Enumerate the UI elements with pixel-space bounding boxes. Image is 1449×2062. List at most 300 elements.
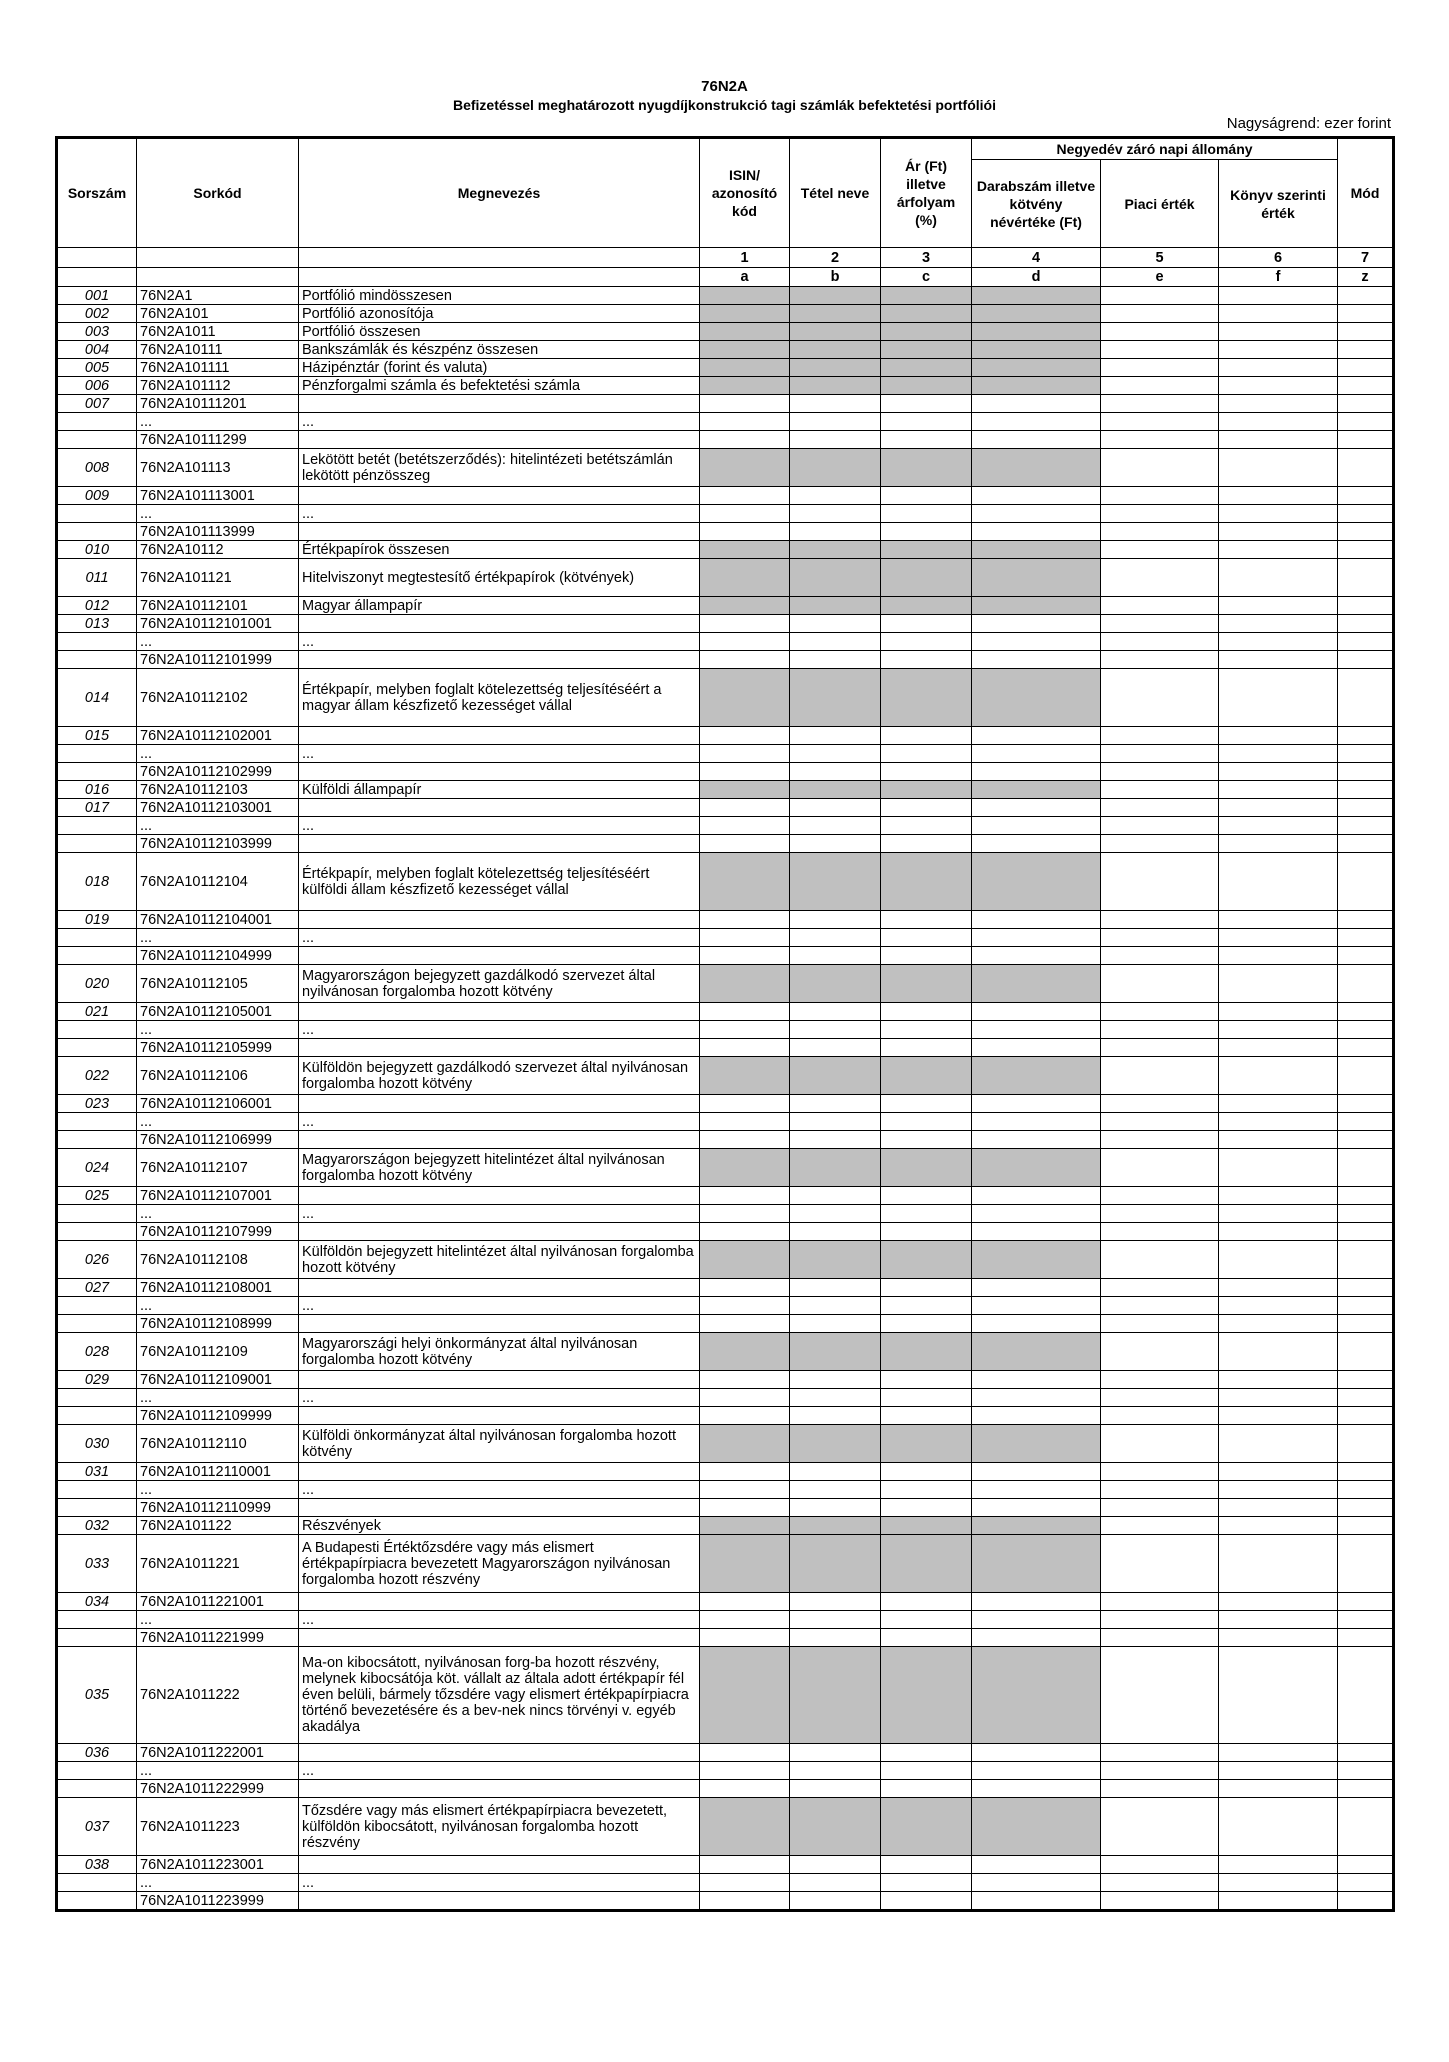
row-code: 76N2A1011221001	[137, 1593, 299, 1611]
row-number: 019	[57, 911, 137, 929]
row-code: ...	[137, 413, 299, 431]
cell-tetel	[790, 1187, 881, 1205]
row-number: 025	[57, 1187, 137, 1205]
cell-isin	[700, 799, 790, 817]
cell-tetel	[790, 947, 881, 965]
cell-piaci	[1101, 1407, 1219, 1425]
row-number	[57, 633, 137, 651]
table-row	[57, 1874, 1394, 1892]
cell-tetel	[790, 633, 881, 651]
cell-mod	[1338, 1279, 1394, 1297]
cell-isin	[700, 727, 790, 745]
cell-piaci	[1101, 597, 1219, 615]
row-number: 003	[57, 323, 137, 341]
form-code: 76N2A	[701, 78, 748, 95]
cell-darab	[972, 1057, 1101, 1095]
table-row	[57, 745, 1394, 763]
row-code: 76N2A10112101	[137, 597, 299, 615]
cell-mod	[1338, 597, 1394, 615]
cell-darab	[972, 1131, 1101, 1149]
row-description	[299, 1744, 700, 1762]
table-body	[57, 287, 1394, 1911]
cell-ar	[881, 341, 972, 359]
cell-mod	[1338, 1187, 1394, 1205]
cell-isin	[700, 1798, 790, 1856]
col-letter: d	[972, 268, 1101, 287]
cell-piaci	[1101, 781, 1219, 799]
cell-piaci	[1101, 1333, 1219, 1371]
row-code: 76N2A10111	[137, 341, 299, 359]
row-code: ...	[137, 1762, 299, 1780]
row-code: 76N2A10112102999	[137, 763, 299, 781]
cell-mod	[1338, 651, 1394, 669]
cell-ar	[881, 669, 972, 727]
cell-ar	[881, 1333, 972, 1371]
cell-isin	[700, 1131, 790, 1149]
cell-isin	[700, 1856, 790, 1874]
cell-ar	[881, 929, 972, 947]
cell-piaci	[1101, 1856, 1219, 1874]
row-description	[299, 727, 700, 745]
cell-darab	[972, 745, 1101, 763]
row-number	[57, 1611, 137, 1629]
cell-mod	[1338, 1039, 1394, 1057]
row-code: 76N2A10112110001	[137, 1463, 299, 1481]
cell-ar	[881, 633, 972, 651]
row-description: ...	[299, 1021, 700, 1039]
cell-isin	[700, 651, 790, 669]
row-description	[299, 835, 700, 853]
cell-mod	[1338, 305, 1394, 323]
cell-isin	[700, 305, 790, 323]
table-row	[57, 1021, 1394, 1039]
cell-darab	[972, 835, 1101, 853]
cell-konyv	[1219, 1095, 1338, 1113]
cell-ar	[881, 817, 972, 835]
row-code: ...	[137, 1205, 299, 1223]
row-number: 037	[57, 1798, 137, 1856]
cell-ar	[881, 1113, 972, 1131]
row-number: 004	[57, 341, 137, 359]
cell-darab	[972, 651, 1101, 669]
cell-ar	[881, 1297, 972, 1315]
cell-ar	[881, 947, 972, 965]
cell-isin	[700, 781, 790, 799]
cell-tetel	[790, 1333, 881, 1371]
cell-isin	[700, 1003, 790, 1021]
table-row	[57, 1113, 1394, 1131]
table-row	[57, 1205, 1394, 1223]
cell-ar	[881, 413, 972, 431]
cell-konyv	[1219, 1131, 1338, 1149]
cell-darab	[972, 541, 1101, 559]
cell-isin	[700, 1780, 790, 1798]
row-number	[57, 1315, 137, 1333]
col-letter: c	[881, 268, 972, 287]
table-row	[57, 1517, 1394, 1535]
cell-mod	[1338, 1744, 1394, 1762]
cell-ar	[881, 523, 972, 541]
cell-konyv	[1219, 817, 1338, 835]
col-group-header: Negyedév záró napi állomány	[972, 138, 1338, 160]
row-description: Külföldi önkormányzat által nyilvánosan forgalomba hozott kötvény	[299, 1425, 700, 1463]
row-description: ...	[299, 817, 700, 835]
cell-tetel	[790, 341, 881, 359]
cell-ar	[881, 965, 972, 1003]
col-header-sorkod: Sorkód	[137, 138, 299, 248]
row-code: 76N2A10112108	[137, 1241, 299, 1279]
row-description: ...	[299, 1297, 700, 1315]
cell-isin	[700, 487, 790, 505]
cell-piaci	[1101, 929, 1219, 947]
cell-darab	[972, 633, 1101, 651]
cell-tetel	[790, 323, 881, 341]
row-number	[57, 431, 137, 449]
row-description	[299, 1780, 700, 1798]
cell-tetel	[790, 1535, 881, 1593]
cell-ar	[881, 781, 972, 799]
cell-mod	[1338, 341, 1394, 359]
row-description: ...	[299, 505, 700, 523]
row-code: 76N2A10112109001	[137, 1371, 299, 1389]
cell-mod	[1338, 1874, 1394, 1892]
row-code: 76N2A101122	[137, 1517, 299, 1535]
row-code: ...	[137, 1874, 299, 1892]
table-row	[57, 359, 1394, 377]
cell-tetel	[790, 1279, 881, 1297]
row-code: ...	[137, 745, 299, 763]
cell-darab	[972, 1425, 1101, 1463]
cell-piaci	[1101, 1463, 1219, 1481]
table-row	[57, 817, 1394, 835]
cell-ar	[881, 1762, 972, 1780]
cell-mod	[1338, 413, 1394, 431]
cell-konyv	[1219, 1629, 1338, 1647]
cell-konyv	[1219, 287, 1338, 305]
cell-konyv	[1219, 1407, 1338, 1425]
table-row	[57, 1629, 1394, 1647]
cell-ar	[881, 799, 972, 817]
cell-darab	[972, 965, 1101, 1003]
row-description: Ma-on kibocsátott, nyilvánosan forg-ba hozott részvény, melynek kibocsátója köt. vállalt az általa adott értékpapír fél éven belüli, bármely tőzsdére vagy elismert értékpapírpiacra történő bevezetésére és a bev-nek nincs törvényi v. egyéb akadálya	[299, 1647, 700, 1744]
cell-mod	[1338, 1021, 1394, 1039]
cell-darab	[972, 1744, 1101, 1762]
cell-konyv	[1219, 799, 1338, 817]
cell-konyv	[1219, 1003, 1338, 1021]
cell-tetel	[790, 1780, 881, 1798]
cell-tetel	[790, 1647, 881, 1744]
cell-konyv	[1219, 1113, 1338, 1131]
row-number: 026	[57, 1241, 137, 1279]
row-description	[299, 431, 700, 449]
table-row	[57, 395, 1394, 413]
row-code: 76N2A10112110	[137, 1425, 299, 1463]
row-code: ...	[137, 633, 299, 651]
col-header-ar: Ár (Ft) illetve árfolyam (%)	[881, 138, 972, 248]
cell-darab	[972, 947, 1101, 965]
table-row	[57, 781, 1394, 799]
cell-darab	[972, 1003, 1101, 1021]
row-description	[299, 1629, 700, 1647]
cell-piaci	[1101, 377, 1219, 395]
cell-tetel	[790, 1205, 881, 1223]
row-code: ...	[137, 1389, 299, 1407]
row-code: 76N2A10112106001	[137, 1095, 299, 1113]
cell-mod	[1338, 1798, 1394, 1856]
cell-tetel	[790, 817, 881, 835]
cell-tetel	[790, 853, 881, 911]
cell-isin	[700, 1593, 790, 1611]
table-row	[57, 1241, 1394, 1279]
cell-tetel	[790, 1057, 881, 1095]
cell-ar	[881, 1535, 972, 1593]
cell-isin	[700, 1279, 790, 1297]
col-letter: e	[1101, 268, 1219, 287]
cell-piaci	[1101, 1780, 1219, 1798]
cell-tetel	[790, 505, 881, 523]
row-code: 76N2A10112104001	[137, 911, 299, 929]
cell-isin	[700, 1333, 790, 1371]
row-number	[57, 1389, 137, 1407]
cell-tetel	[790, 669, 881, 727]
row-number: 014	[57, 669, 137, 727]
cell-konyv	[1219, 1798, 1338, 1856]
cell-ar	[881, 911, 972, 929]
cell-darab	[972, 1223, 1101, 1241]
table-row	[57, 1315, 1394, 1333]
row-description: Külföldön bejegyzett hitelintézet által nyilvánosan forgalomba hozott kötvény	[299, 1241, 700, 1279]
row-number	[57, 947, 137, 965]
cell-isin	[700, 541, 790, 559]
row-number: 016	[57, 781, 137, 799]
cell-konyv	[1219, 1611, 1338, 1629]
cell-mod	[1338, 1762, 1394, 1780]
cell-tetel	[790, 835, 881, 853]
cell-ar	[881, 1003, 972, 1021]
table-row	[57, 597, 1394, 615]
table-row	[57, 431, 1394, 449]
cell-tetel	[790, 377, 881, 395]
cell-tetel	[790, 305, 881, 323]
col-number: 6	[1219, 248, 1338, 268]
cell-konyv	[1219, 1780, 1338, 1798]
cell-mod	[1338, 1611, 1394, 1629]
row-number: 010	[57, 541, 137, 559]
col-header-isin: ISIN/ azonosító kód	[700, 138, 790, 248]
cell-piaci	[1101, 323, 1219, 341]
row-number: 020	[57, 965, 137, 1003]
table-row	[57, 1223, 1394, 1241]
cell-darab	[972, 1149, 1101, 1187]
row-code: ...	[137, 1113, 299, 1131]
table-row	[57, 1003, 1394, 1021]
cell-isin	[700, 1425, 790, 1463]
row-number: 032	[57, 1517, 137, 1535]
row-number: 031	[57, 1463, 137, 1481]
row-description: Portfólió azonosítója	[299, 305, 700, 323]
row-code: 76N2A10112105	[137, 965, 299, 1003]
row-code: 76N2A10112106999	[137, 1131, 299, 1149]
cell-darab	[972, 1297, 1101, 1315]
cell-mod	[1338, 1149, 1394, 1187]
row-code: 76N2A10112103999	[137, 835, 299, 853]
row-description	[299, 1407, 700, 1425]
cell-isin	[700, 1297, 790, 1315]
table-row	[57, 1499, 1394, 1517]
table-row	[57, 1535, 1394, 1593]
cell-mod	[1338, 965, 1394, 1003]
cell-konyv	[1219, 853, 1338, 911]
cell-tetel	[790, 359, 881, 377]
cell-piaci	[1101, 1593, 1219, 1611]
cell-piaci	[1101, 669, 1219, 727]
cell-tetel	[790, 1856, 881, 1874]
cell-piaci	[1101, 359, 1219, 377]
col-number: 5	[1101, 248, 1219, 268]
cell-konyv	[1219, 745, 1338, 763]
cell-isin	[700, 1481, 790, 1499]
row-code: 76N2A10112109	[137, 1333, 299, 1371]
cell-mod	[1338, 559, 1394, 597]
cell-tetel	[790, 1003, 881, 1021]
table-row	[57, 965, 1394, 1003]
row-code: 76N2A101113999	[137, 523, 299, 541]
cell-ar	[881, 1744, 972, 1762]
cell-isin	[700, 1407, 790, 1425]
cell-isin	[700, 413, 790, 431]
cell-ar	[881, 1057, 972, 1095]
cell-piaci	[1101, 1113, 1219, 1131]
row-number: 001	[57, 287, 137, 305]
table-row	[57, 1149, 1394, 1187]
cell-tetel	[790, 1371, 881, 1389]
cell-piaci	[1101, 615, 1219, 633]
cell-konyv	[1219, 559, 1338, 597]
table-row	[57, 1481, 1394, 1499]
cell-darab	[972, 669, 1101, 727]
cell-mod	[1338, 1593, 1394, 1611]
cell-isin	[700, 449, 790, 487]
row-description: ...	[299, 1481, 700, 1499]
cell-tetel	[790, 413, 881, 431]
row-description: Értékpapír, melyben foglalt kötelezettség teljesítéséért a magyar állam készfizető kezességet vállal	[299, 669, 700, 727]
cell-konyv	[1219, 523, 1338, 541]
row-number	[57, 1499, 137, 1517]
row-number	[57, 1780, 137, 1798]
cell-piaci	[1101, 487, 1219, 505]
cell-piaci	[1101, 449, 1219, 487]
cell-darab	[972, 1535, 1101, 1593]
cell-darab	[972, 1798, 1101, 1856]
cell-piaci	[1101, 1279, 1219, 1297]
cell-mod	[1338, 781, 1394, 799]
cell-isin	[700, 1389, 790, 1407]
cell-konyv	[1219, 911, 1338, 929]
row-code: ...	[137, 929, 299, 947]
table-row	[57, 669, 1394, 727]
cell-tetel	[790, 911, 881, 929]
cell-ar	[881, 323, 972, 341]
row-code: 76N2A1011222001	[137, 1744, 299, 1762]
table-row	[57, 853, 1394, 911]
col-number: 1	[700, 248, 790, 268]
cell-mod	[1338, 395, 1394, 413]
row-code: ...	[137, 1611, 299, 1629]
row-number: 008	[57, 449, 137, 487]
cell-mod	[1338, 505, 1394, 523]
cell-darab	[972, 1762, 1101, 1780]
cell-mod	[1338, 1647, 1394, 1744]
row-code: 76N2A1011222999	[137, 1780, 299, 1798]
table-row	[57, 763, 1394, 781]
cell-konyv	[1219, 1187, 1338, 1205]
cell-konyv	[1219, 1856, 1338, 1874]
cell-tetel	[790, 1021, 881, 1039]
cell-piaci	[1101, 431, 1219, 449]
cell-mod	[1338, 911, 1394, 929]
table-row	[57, 1095, 1394, 1113]
cell-tetel	[790, 487, 881, 505]
table-row	[57, 305, 1394, 323]
row-code: 76N2A10112104999	[137, 947, 299, 965]
cell-darab	[972, 341, 1101, 359]
table-row	[57, 1279, 1394, 1297]
cell-darab	[972, 799, 1101, 817]
cell-tetel	[790, 523, 881, 541]
row-code: 76N2A1011223999	[137, 1892, 299, 1911]
cell-ar	[881, 1780, 972, 1798]
cell-konyv	[1219, 1481, 1338, 1499]
cell-darab	[972, 1593, 1101, 1611]
cell-piaci	[1101, 853, 1219, 911]
cell-mod	[1338, 359, 1394, 377]
cell-konyv	[1219, 597, 1338, 615]
form-title: Befizetéssel meghatározott nyugdíjkonstrukció tagi számlák befektetési portfóliói	[452, 97, 996, 113]
row-number: 038	[57, 1856, 137, 1874]
row-description	[299, 1131, 700, 1149]
table-row	[57, 1039, 1394, 1057]
table-row	[57, 799, 1394, 817]
cell-tetel	[790, 597, 881, 615]
cell-isin	[700, 1021, 790, 1039]
cell-piaci	[1101, 763, 1219, 781]
cell-darab	[972, 305, 1101, 323]
cell-konyv	[1219, 1874, 1338, 1892]
table-row	[57, 727, 1394, 745]
cell-mod	[1338, 745, 1394, 763]
col-header-tetel: Tétel neve	[790, 138, 881, 248]
row-description	[299, 1095, 700, 1113]
row-description: Magyarországon bejegyzett gazdálkodó szervezet által nyilvánosan forgalomba hozott kötvény	[299, 965, 700, 1003]
cell-mod	[1338, 1425, 1394, 1463]
cell-darab	[972, 287, 1101, 305]
table-row	[57, 651, 1394, 669]
cell-ar	[881, 1371, 972, 1389]
cell-tetel	[790, 1095, 881, 1113]
row-code: 76N2A10112105001	[137, 1003, 299, 1021]
cell-tetel	[790, 1131, 881, 1149]
row-number: 034	[57, 1593, 137, 1611]
cell-isin	[700, 377, 790, 395]
col-header-konyv: Könyv szerinti érték	[1219, 160, 1338, 248]
cell-mod	[1338, 799, 1394, 817]
col-number: 3	[881, 248, 972, 268]
row-number	[57, 651, 137, 669]
row-number	[57, 1874, 137, 1892]
row-code: 76N2A10112103	[137, 781, 299, 799]
cell-tetel	[790, 929, 881, 947]
table-row	[57, 1057, 1394, 1095]
